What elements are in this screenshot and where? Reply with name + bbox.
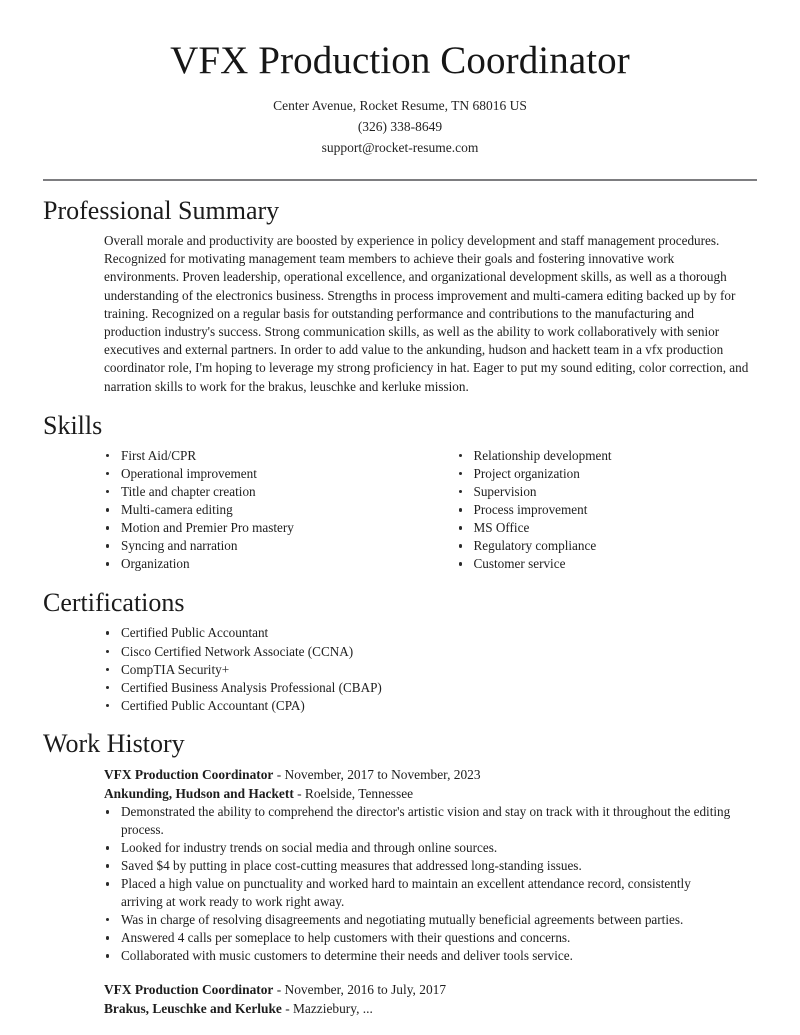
list-item: Demonstrated the ability to comprehend the director's artistic vision and stay on track with it throughout the editing process. [104,803,757,838]
contact-address: Center Avenue, Rocket Resume, TN 68016 US [273,98,527,113]
list-item: Looked for industry trends on social media and through online sources. [104,839,757,857]
list-item: MS Office [457,519,758,537]
list-item: Customer service [457,555,758,573]
section-certifications [43,587,757,714]
skills-column-right [431,447,758,574]
job-bullet-list [104,803,757,964]
skills-list-left [104,447,431,573]
summary-body [43,232,757,396]
list-item: Answered 4 calls per someplace to help customers with their questions and concerns. [104,929,757,947]
list-item: Process improvement [457,501,758,519]
list-item: Multi-camera editing [104,501,431,519]
list-item: Collaborated with music customers to determine their needs and deliver tools service. [104,947,757,965]
job-location: - Mazziebury, ... [281,1000,373,1016]
job-company: Brakus, Leuschke and Kerluke [104,1000,282,1016]
section-heading-work-history: Work History [43,729,185,759]
list-item: Motion and Premier Pro mastery [104,519,431,537]
list-item: Project organization [457,465,758,483]
job-title: VFX Production Coordinator [104,767,274,783]
job-location: - Roelside, Tennessee [293,786,414,802]
page-title: VFX Production Coordinator [170,39,630,82]
job-dates: - November, 2016 to July, 2017 [273,981,447,997]
job-company-line [104,784,757,803]
job-title-line [104,980,757,999]
list-item: Relationship development [457,447,758,465]
job-company-line [104,999,757,1018]
list-item: Title and chapter creation [104,483,431,501]
job-dates: - November, 2017 to November, 2023 [273,767,481,783]
certifications-body [43,624,757,714]
section-professional-summary [43,195,757,396]
list-item: Saved $4 by putting in place cost-cutting measures that addressed long-standing issues. [104,857,757,875]
list-item: Certified Business Analysis Professional (CBAP) [104,679,757,697]
list-item: First Aid/CPR [104,447,431,465]
skills-columns [43,447,757,574]
header-divider [43,179,757,181]
list-item: Certified Public Accountant [104,624,757,642]
section-skills [43,410,757,574]
job-title-line [104,765,757,784]
list-item: Was in charge of resolving disagreements and negotiating mutually beneficial agreements between parties. [104,911,757,929]
list-item: Certified Public Accountant (CPA) [104,697,757,715]
skills-column-left [104,447,431,574]
job-entry [104,980,757,1018]
job-title: VFX Production Coordinator [104,981,274,997]
list-item: Cisco Certified Network Associate (CCNA) [104,643,757,661]
list-item: Operational improvement [104,465,431,483]
contact-phone: (326) 338-8649 [357,119,443,134]
contact-email: support@rocket-resume.com [321,140,479,155]
list-item: Syncing and narration [104,537,431,555]
skills-list-right [457,447,758,573]
section-heading-summary: Professional Summary [43,196,280,225]
list-item: Placed a high value on punctuality and worked hard to maintain an excellent attendance record, consistently arriving at work ready to work right away. [104,875,757,910]
list-item: Organization [104,555,431,573]
list-item: Supervision [457,483,758,501]
list-item: Regulatory compliance [457,537,758,555]
resume-header [43,0,757,181]
list-item: CompTIA Security+ [104,661,757,679]
summary-paragraph: Overall morale and productivity are boosted by experience in policy development and staff management procedures. Recognized for motivating management team members to achieve their goals and fostering innovative work environments. Proven leadership, operational excellence, and organizational development skills, as well as a thorough understanding of the electronics business. Strengths in process improvement and multi-camera editing backed up by for training. Recognized on a regular basis for outstanding performance and contributions to the manufacturing and production industry's success. Strong communication skills, as well as the ability to work collaboratively with senior executives and external partners. In order to add value to the ankunding, hudson and hackett team in a vfx production coordinator role, I'm hoping to leverage my strong proficiency in hat. Eager to put my sound editing, color correction, and narration skills to work for the brakus, leuschke and kerluke mission. [104,233,749,394]
work-history-body [43,765,757,1017]
section-work-history [43,728,757,1017]
section-heading-certifications: Certifications [43,588,185,618]
job-company: Ankunding, Hudson and Hackett [104,786,294,802]
section-heading-skills: Skills [43,410,103,440]
certifications-list [104,624,757,714]
job-entry [104,765,757,964]
